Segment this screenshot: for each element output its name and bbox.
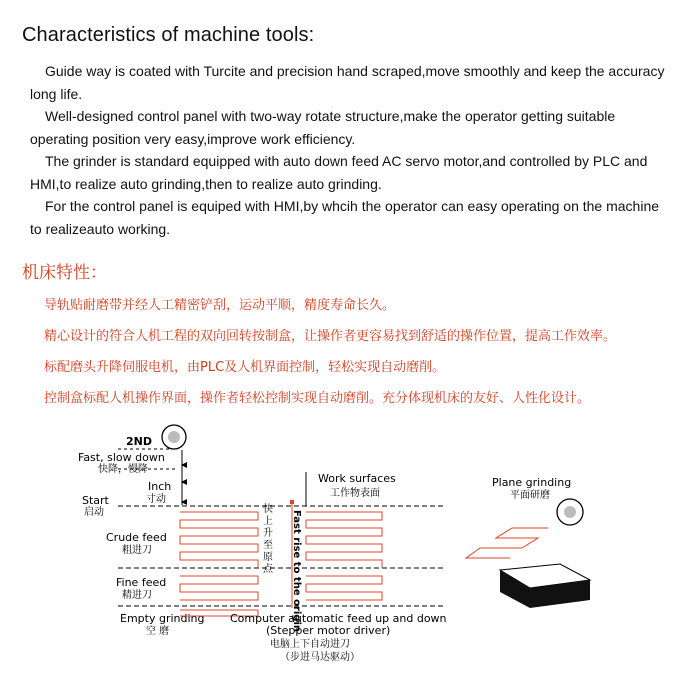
grinding-process-diagram <box>0 420 700 680</box>
chinese-features <box>44 296 684 420</box>
label-fine-feed-cn: 精进刀 <box>122 590 152 601</box>
label-plane-grinding: Plane grinding <box>492 476 572 489</box>
label-computer-feed-cn: 电脑上下自动进刀 <box>270 639 350 650</box>
chinese-heading: 机床特性： <box>22 263 107 283</box>
label-inch: Inch <box>148 480 172 493</box>
label-stepper-driver-cn: （步进马达驱动） <box>280 652 360 663</box>
label-start: Start <box>82 494 109 507</box>
right-feed-zigzag <box>306 512 382 600</box>
english-paragraph: For the control panel is equiped with HMI,by whcih the operator can easy operating on the machine to realizeauto working. <box>30 198 660 237</box>
label-fine-feed: Fine feed <box>116 576 167 589</box>
left-feed-zigzag <box>180 512 258 616</box>
label-fast-slow: Fast, slow down <box>78 451 165 464</box>
label-start-cn: 启动 <box>84 507 104 518</box>
label-crude-feed: Crude feed <box>106 531 167 544</box>
english-paragraph: Well-designed control panel with two-way rotate structure,make the operator getting suitable operating position very easy,improve work efficiency. <box>30 108 616 147</box>
english-features <box>30 60 670 240</box>
english-paragraph: Guide way is coated with Turcite and precision hand scraped,move smoothly and keep the accuracy long life. <box>30 63 665 102</box>
chinese-item: 控制盒标配人机操作界面，操作者轻松控制实现自动磨削。充分体现机床的友好、人性化设计。 <box>44 391 591 406</box>
plane-grinding-wheel-icon <box>557 499 583 525</box>
label-work-surfaces-cn: 工作物表面 <box>330 488 380 499</box>
label-plane-grinding-cn: 平面研磨 <box>510 490 550 501</box>
english-heading: Characteristics of machine tools: <box>22 24 315 46</box>
label-fast-rise-cn: 快上升至原点 <box>263 504 273 575</box>
label-stepper-driver: (Stepper motor driver) <box>266 624 391 637</box>
grinding-wheel-icon <box>162 425 186 449</box>
label-crude-feed-cn: 粗进刀 <box>122 545 152 556</box>
label-empty-grinding: Empty grinding <box>120 612 205 625</box>
label-fast-rise: Fast rise to the origin <box>291 510 302 633</box>
english-paragraph: The grinder is standard equipped with auto down feed AC servo motor,and controlled by PLC and HMI,to realize auto grinding,then to realize auto grinding. <box>30 153 648 192</box>
label-empty-grinding-cn: 空 磨 <box>146 626 170 637</box>
label-work-surfaces: Work surfaces <box>318 472 396 485</box>
chinese-item: 导轨贴耐磨带并经人工精密铲刮，运动平顺，精度寿命长久。 <box>44 298 396 313</box>
chinese-item: 标配磨头升降伺服电机，由PLC及人机界面控制，轻松实现自动磨削。 <box>44 360 446 375</box>
label-fast-slow-cn: 快降，慢降 <box>98 464 148 475</box>
workpiece-block <box>500 564 590 608</box>
label-computer-feed: Computer automatic feed up and down <box>230 612 447 625</box>
plane-grinding-path <box>466 528 548 558</box>
label-inch-cn: 寸动 <box>146 494 166 505</box>
label-2nd: 2ND <box>126 435 152 448</box>
chinese-item: 精心设计的符合人机工程的双向回转按制盒，让操作者更容易找到舒适的操作位置，提高工作效率。 <box>44 329 617 344</box>
